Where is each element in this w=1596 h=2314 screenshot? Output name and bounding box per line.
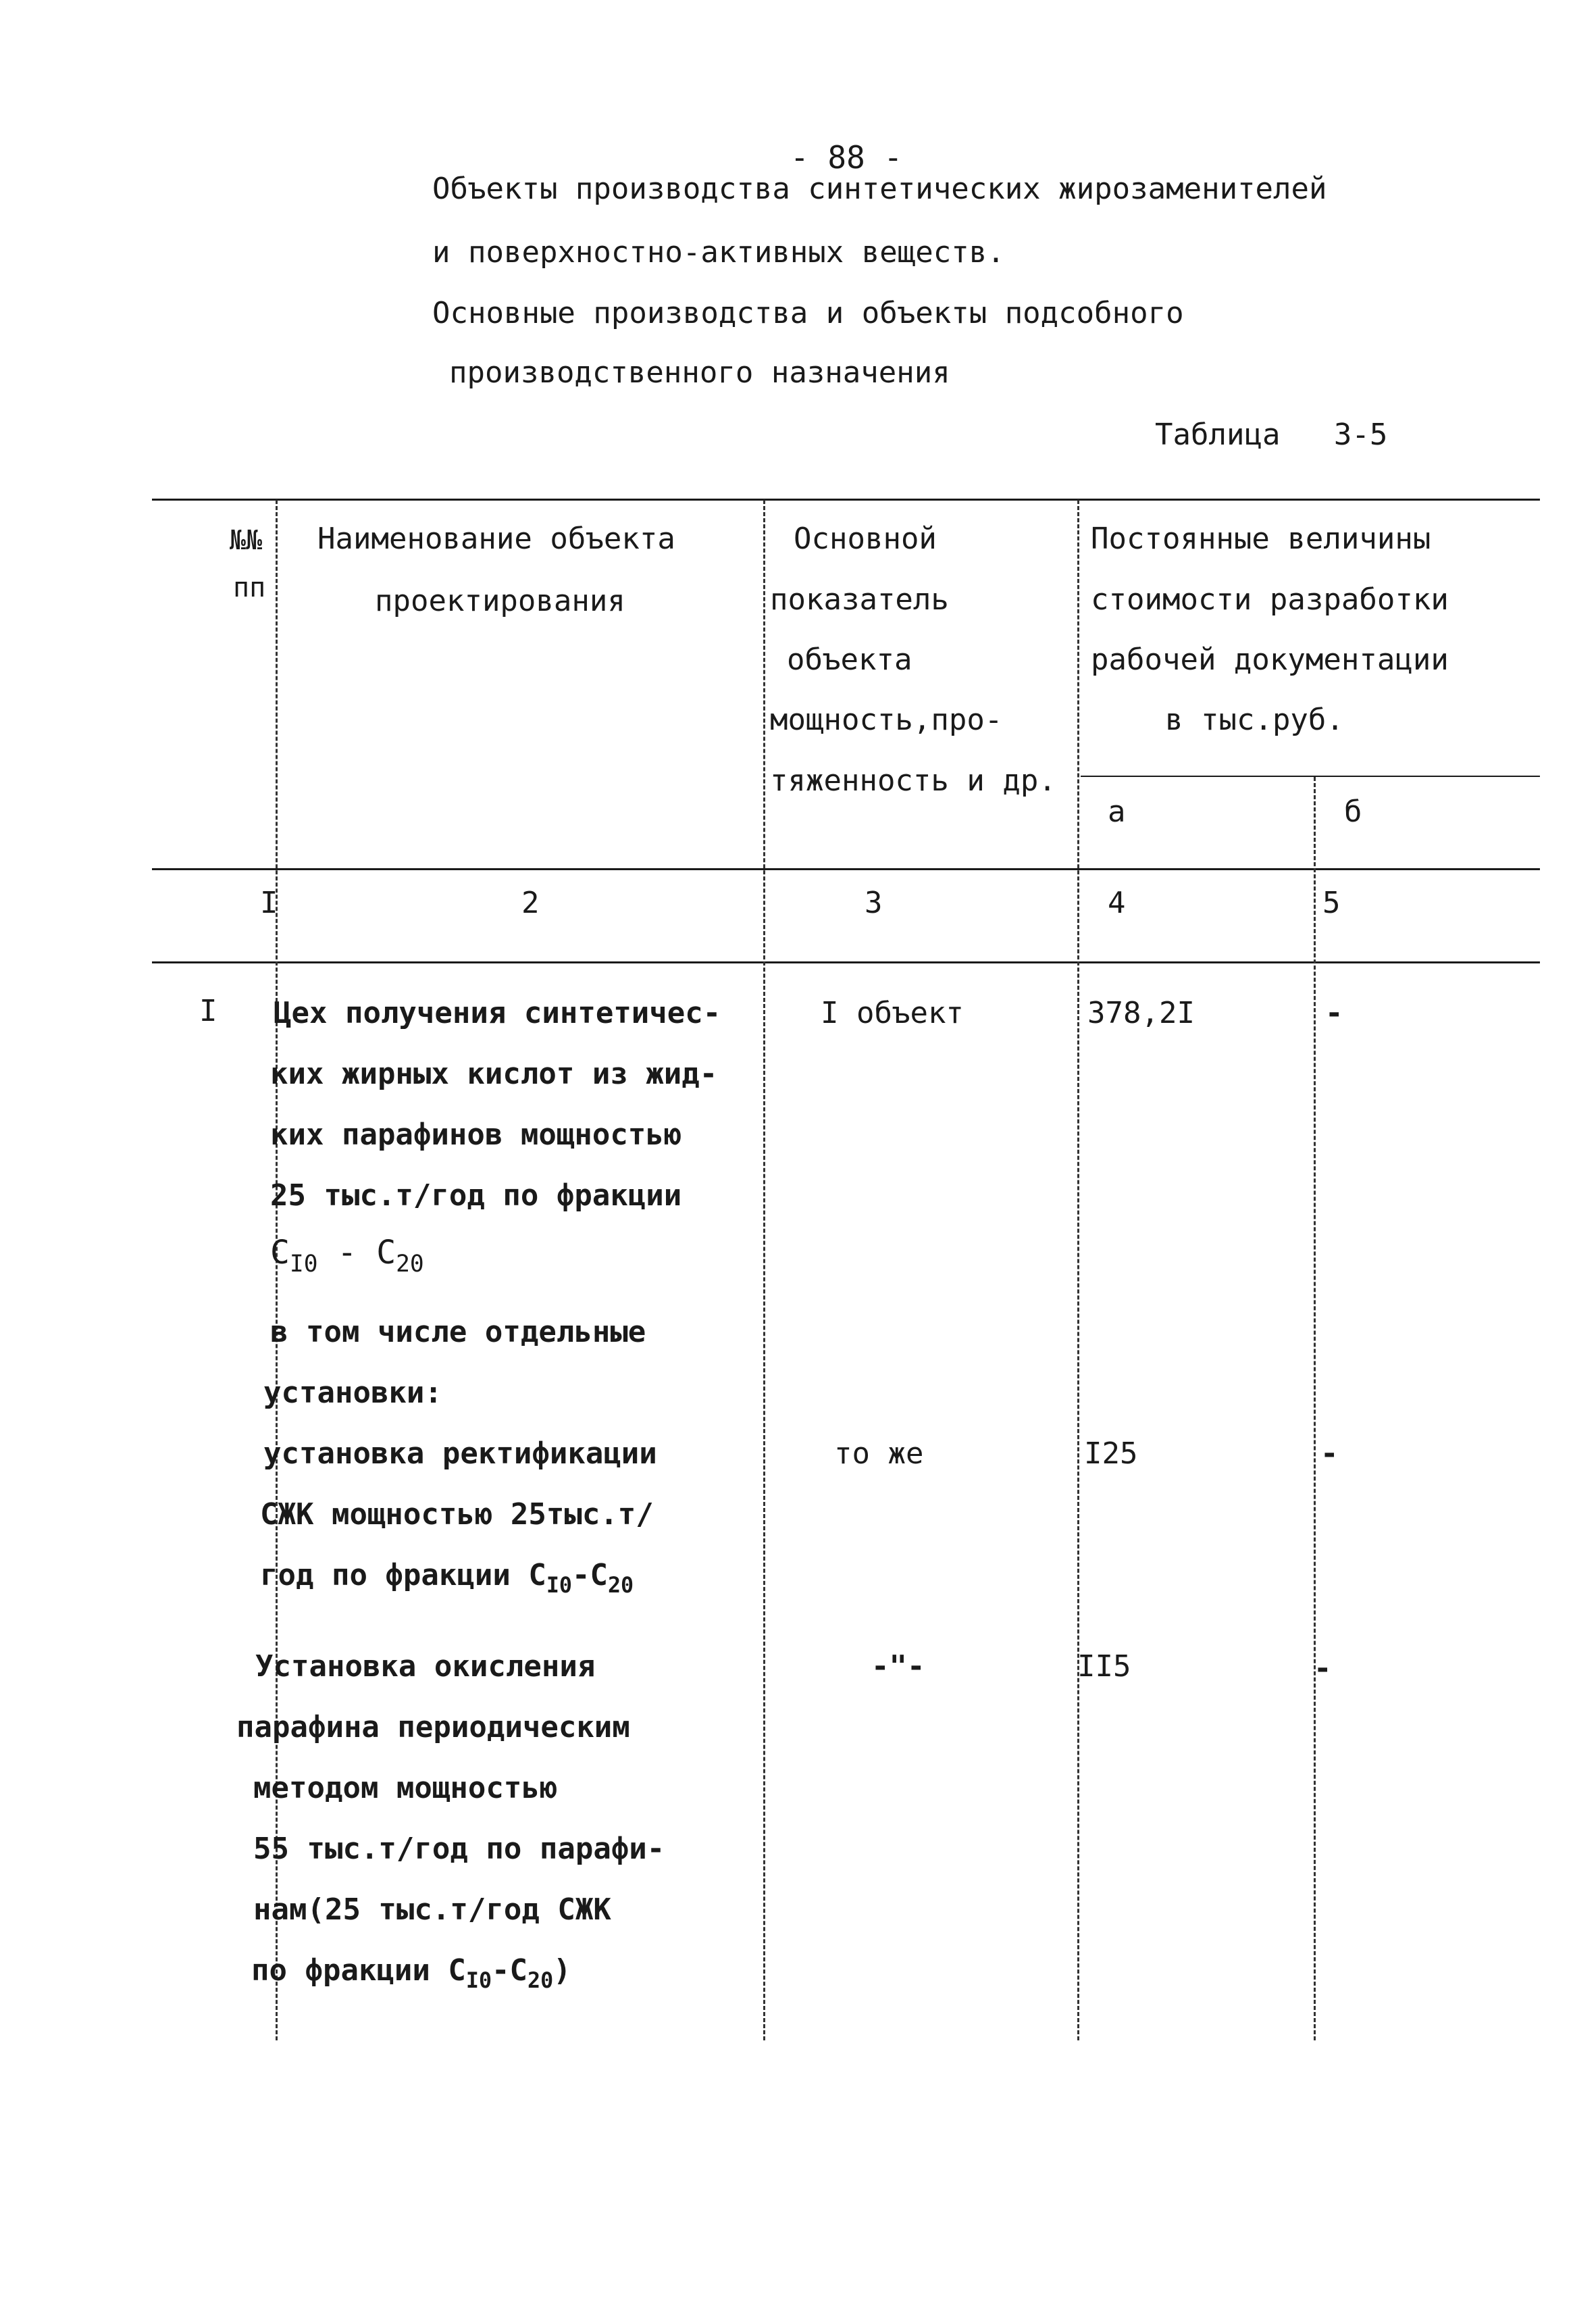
row2-sub1: I0 bbox=[546, 1574, 572, 1599]
row3-name-line6-prefix: по фракции C bbox=[251, 1953, 466, 1988]
header-col2-line1: Наименование объекта bbox=[317, 522, 675, 556]
row2-name-line3-prefix: год по фракции C bbox=[260, 1558, 546, 1592]
header-col3-line2: показатель bbox=[770, 582, 949, 617]
row1-formula-sub2: 20 bbox=[396, 1251, 424, 1278]
col-number-4: 4 bbox=[1108, 886, 1126, 920]
row1-name-line2: ких жирных кислот из жид- bbox=[270, 1057, 718, 1091]
heading-line-3: Основные производства и объекты подсобного bbox=[432, 296, 1184, 330]
table-label bbox=[1155, 420, 1387, 450]
page-number: - 88 - bbox=[790, 139, 903, 176]
header-col3-line3: объекта bbox=[787, 643, 912, 677]
header-col45-line4: в тыс.руб. bbox=[1165, 703, 1344, 737]
col-number-3: 3 bbox=[865, 886, 883, 920]
heading-line-2: и поверхностно-активных веществ. bbox=[432, 235, 1005, 270]
row1-value-b: - bbox=[1325, 996, 1343, 1030]
row1-indicator: I объект bbox=[821, 996, 964, 1030]
header-col3-line5: тяженность и др. bbox=[770, 763, 1056, 798]
header-col2-line2: проектирования bbox=[375, 584, 625, 618]
row3-mid: -C bbox=[492, 1953, 528, 1988]
row3-indicator: -"- bbox=[871, 1649, 925, 1684]
header-col5-sub: б bbox=[1344, 795, 1362, 829]
row1-value-a: 378,2I bbox=[1087, 996, 1195, 1030]
row3-name-line5: нам(25 тыс.т/год СЖК bbox=[253, 1892, 611, 1927]
table-top-rule bbox=[152, 499, 1540, 501]
subheader-line2: установки: bbox=[263, 1376, 442, 1410]
row2-name-line2: СЖК мощностью 25тыс.т/ bbox=[260, 1497, 654, 1532]
row3-suffix: ) bbox=[553, 1953, 571, 1988]
row3-name-line2: парафина периодическим bbox=[236, 1710, 630, 1744]
row3-name-line1: Установка окисления bbox=[255, 1649, 596, 1684]
header-rule bbox=[152, 868, 1540, 870]
row2-sub2: 20 bbox=[607, 1574, 634, 1599]
header-col45-line1: Постоянные величины bbox=[1091, 522, 1431, 556]
row2-mid: -C bbox=[571, 1558, 608, 1592]
heading-line-4: производственного назначения bbox=[449, 355, 950, 390]
col-divider-2 bbox=[763, 500, 765, 2040]
row1-formula-sub1: I0 bbox=[289, 1251, 318, 1278]
sub-header-rule bbox=[1081, 776, 1540, 777]
row3-name-line3: методом мощностью bbox=[253, 1771, 558, 1805]
subheader-line1: в том числе отдельные bbox=[270, 1315, 646, 1349]
row1-name-line1: Цех получения синтетичес- bbox=[274, 996, 721, 1030]
header-col45-line2: стоимости разработки bbox=[1091, 582, 1449, 617]
header-col45-line3: рабочей документации bbox=[1091, 643, 1449, 677]
row2-name-line3 bbox=[260, 1558, 634, 1599]
row2-value-a: I25 bbox=[1084, 1436, 1138, 1471]
row2-value-b: - bbox=[1320, 1436, 1339, 1471]
row1-number: I bbox=[199, 994, 217, 1028]
number-row-rule bbox=[152, 961, 1540, 963]
row2-indicator: то же bbox=[834, 1436, 924, 1471]
row1-formula-c1: C bbox=[270, 1234, 290, 1272]
table-label-text: Таблица bbox=[1155, 418, 1281, 452]
row3-name-line4: 55 тыс.т/год по парафи- bbox=[253, 1832, 665, 1866]
row3-name-line6 bbox=[251, 1953, 571, 1994]
header-col3-line1: Основной bbox=[794, 522, 937, 556]
row3-sub1: I0 bbox=[465, 1969, 492, 1994]
row1-formula-mid: - C bbox=[317, 1234, 396, 1272]
col-number-2: 2 bbox=[521, 886, 540, 920]
row3-sub2: 20 bbox=[527, 1969, 554, 1994]
col-divider-4 bbox=[1314, 777, 1316, 2040]
row2-name-line1: установка ректификации bbox=[263, 1436, 657, 1471]
heading-line-1: Объекты производства синтетических жирозаменителей bbox=[432, 172, 1327, 206]
col-divider-3 bbox=[1077, 500, 1079, 2040]
row1-name-line4: 25 тыс.т/год по фракции bbox=[270, 1178, 682, 1213]
row1-formula bbox=[270, 1236, 424, 1276]
row3-value-a: II5 bbox=[1077, 1649, 1131, 1684]
table-number: 3-5 bbox=[1333, 418, 1388, 452]
col-number-5: 5 bbox=[1322, 886, 1341, 920]
col-number-1: I bbox=[260, 886, 278, 920]
row3-value-b: - bbox=[1314, 1651, 1332, 1686]
header-col1-line2: пп bbox=[233, 572, 266, 603]
header-col3-line4: мощность,про- bbox=[770, 703, 1003, 737]
header-col4-sub: а bbox=[1108, 795, 1126, 829]
header-col1-line1: №№ bbox=[230, 525, 263, 556]
row1-name-line3: ких парафинов мощностью bbox=[270, 1117, 682, 1152]
